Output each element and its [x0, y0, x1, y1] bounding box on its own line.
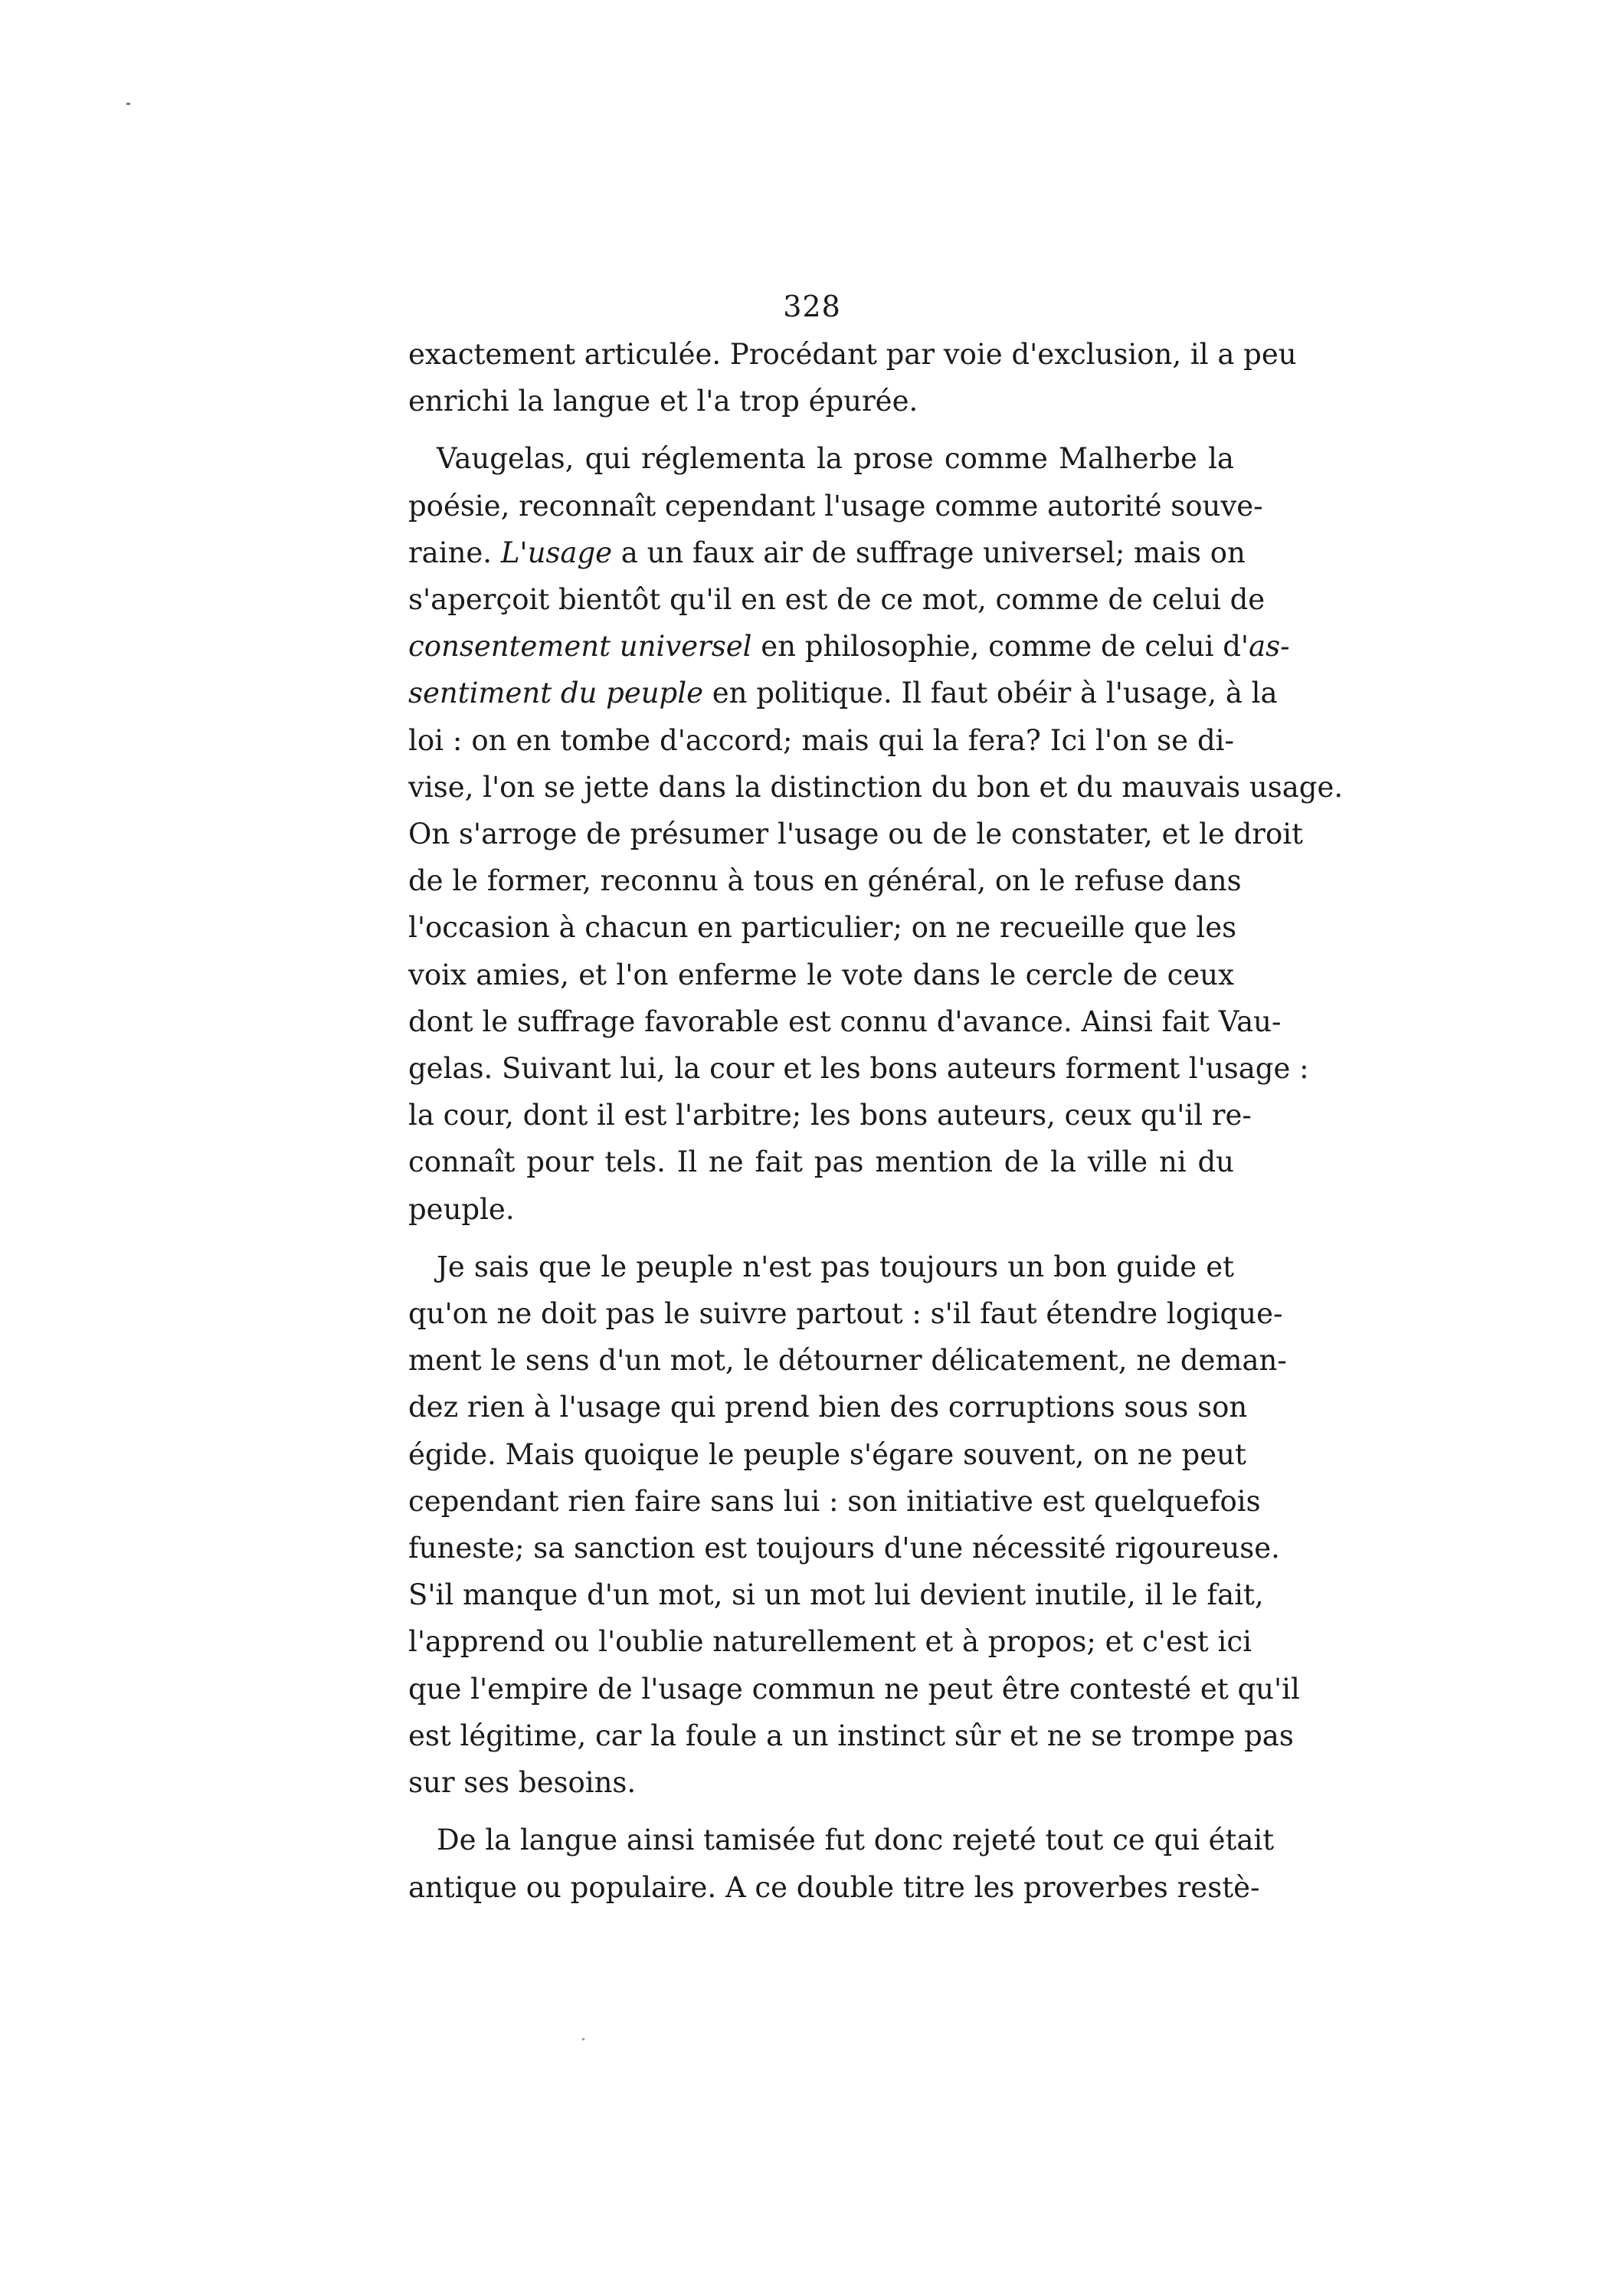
paragraph — [408, 435, 1344, 1232]
text-line — [408, 1139, 1234, 1185]
paragraph-gap — [408, 1233, 1234, 1244]
text-run: qu'on ne doit pas le suivre partout : s'il faut étendre logique- — [408, 1297, 1283, 1331]
text-line — [408, 1186, 1234, 1233]
text-run: On s'arroge de présumer l'usage ou de le constater, et le droit — [408, 818, 1303, 851]
text-line — [408, 1864, 1260, 1911]
text-line — [408, 1525, 1280, 1571]
text-run: a un faux air de suffrage universel; mais on — [612, 536, 1246, 569]
text-run: est légitime, car la foule a un instinct sûr et ne se trompe pas — [408, 1719, 1294, 1752]
text-line — [408, 952, 1234, 998]
text-line — [408, 435, 1234, 482]
text-run: Vaugelas, qui réglementa la prose comme Malherbe la — [437, 442, 1234, 476]
text-line — [408, 378, 1234, 424]
scan-speck — [126, 103, 130, 105]
text-line — [408, 1431, 1246, 1478]
body-text — [408, 331, 1344, 1911]
text-run: De la langue ainsi tamisée fut donc rejeté tout ce qui était — [437, 1824, 1275, 1857]
text-run: l'occasion à chacun en particulier; on ne recueille que les — [408, 911, 1237, 945]
text-run: vise, l'on se jette dans la distinction du bon et du mauvais usage. — [408, 770, 1344, 804]
text-line — [408, 1712, 1294, 1759]
text-line — [408, 1759, 1234, 1806]
paragraph — [408, 1817, 1275, 1910]
italic-text: L'usage — [500, 536, 613, 569]
text-line — [408, 717, 1234, 764]
text-run: cependant rien faire sans lui : son initiative est quelquefois — [408, 1484, 1261, 1518]
text-line — [408, 811, 1303, 857]
text-line — [408, 331, 1297, 378]
text-line — [408, 1045, 1309, 1092]
scan-speck — [582, 2038, 584, 2040]
text-line — [408, 1478, 1261, 1525]
text-run: en politique. Il faut obéir à l'usage, à la — [702, 677, 1278, 710]
paragraph — [408, 1244, 1300, 1806]
text-run: gelas. Suivant lui, la cour et les bons auteurs forment l'usage : — [408, 1052, 1309, 1086]
text-run: voix amies, et l'on enferme le vote dans le cercle de ceux — [408, 958, 1234, 991]
text-run: poésie, reconnaît cependant l'usage comme autorité souve- — [408, 489, 1263, 523]
text-run: égide. Mais quoique le peuple s'égare souvent, on ne peut — [408, 1437, 1246, 1471]
text-run: que l'empire de l'usage commun ne peut être contesté et qu'il — [408, 1672, 1300, 1706]
text-run: dont le suffrage favorable est connu d'avance. Ainsi fait Vau- — [408, 1004, 1282, 1038]
text-run: peuple. — [408, 1192, 515, 1226]
text-line — [408, 1571, 1264, 1618]
paragraph — [408, 331, 1297, 424]
text-run: raine. — [408, 536, 501, 569]
italic-text: as- — [1249, 630, 1290, 664]
page-number: 328 — [783, 290, 841, 323]
text-run: ment le sens d'un mot, le détourner délicatement, ne deman- — [408, 1344, 1287, 1378]
text-run: sur ses besoins. — [408, 1766, 637, 1800]
text-line — [408, 1666, 1300, 1712]
text-line — [408, 904, 1237, 951]
text-run: loi : on en tombe d'accord; mais qui la fera? Ici l'on se di- — [408, 723, 1234, 757]
text-line — [408, 1618, 1252, 1665]
text-run: antique ou populaire. A ce double titre les proverbes restè- — [408, 1870, 1260, 1904]
text-line — [408, 1337, 1287, 1384]
text-run: enrichi la langue et l'a trop épurée. — [408, 385, 918, 418]
text-run: l'apprend ou l'oublie naturellement et à propos; et c'est ici — [408, 1625, 1252, 1659]
text-run: funeste; sa sanction est toujours d'une nécessité rigoureuse. — [408, 1532, 1280, 1565]
text-line — [408, 1384, 1248, 1430]
text-line — [408, 1244, 1234, 1290]
text-line — [408, 623, 1290, 670]
text-run: de le former, reconnu à tous en général, on le refuse dans — [408, 864, 1242, 898]
text-line — [408, 998, 1282, 1045]
italic-text: consentement universel — [408, 630, 752, 664]
text-line — [408, 1290, 1283, 1337]
text-run: exactement articulée. Procédant par voie d'exclusion, il a peu — [408, 338, 1297, 371]
text-line — [408, 576, 1265, 623]
text-run: s'aperçoit bientôt qu'il en est de ce mot, comme de celui de — [408, 583, 1265, 617]
text-line — [408, 1092, 1252, 1139]
italic-text: sentiment du peuple — [408, 677, 703, 710]
text-run: S'il manque d'un mot, si un mot lui devient inutile, il le fait, — [408, 1578, 1264, 1612]
paragraph-gap — [408, 424, 1234, 435]
text-line — [408, 483, 1263, 529]
text-line — [408, 764, 1344, 811]
text-run: la cour, dont il est l'arbitre; les bons auteurs, ceux qu'il re- — [408, 1099, 1252, 1132]
paragraph-gap — [408, 1806, 1234, 1817]
text-line — [408, 529, 1246, 576]
text-run: Je sais que le peuple n'est pas toujours un bon guide et — [437, 1250, 1234, 1283]
text-line — [408, 670, 1278, 716]
text-line — [408, 857, 1242, 904]
text-run: connaît pour tels. Il ne fait pas mention de la ville ni du — [408, 1145, 1234, 1179]
text-run: dez rien à l'usage qui prend bien des corruptions sous son — [408, 1391, 1248, 1424]
text-line — [408, 1817, 1275, 1863]
text-run: en philosophie, comme de celui d' — [751, 630, 1249, 664]
